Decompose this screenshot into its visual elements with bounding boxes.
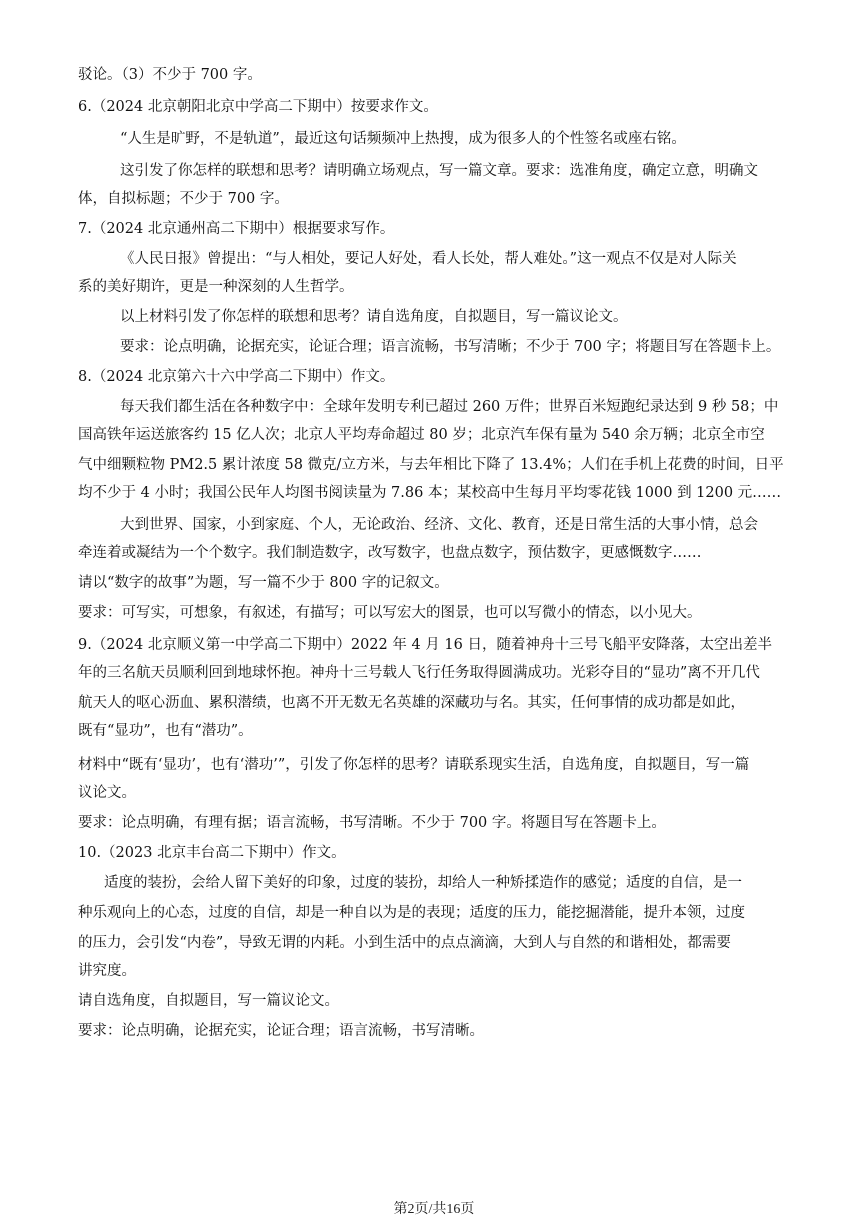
- text-line: 既有“显功”，也有“潜功”。: [78, 723, 253, 739]
- question-7-heading: 7.（2024 北京通州高二下期中）根据要求写作。: [78, 221, 395, 237]
- text-line: 国高铁年运送旅客约 15 亿人次；北京人平均寿命超过 80 岁；北京汽车保有量为 540 余万辆；北京全市空: [78, 427, 765, 443]
- text-line: 要求：论点明确，论据充实，论证合理；语言流畅，书写清晰。: [78, 1023, 484, 1039]
- text-line: 要求：论点明确，论据充实，论证合理；语言流畅，书写清晰；不少于 700 字；将题目写在答题卡上。: [120, 339, 781, 355]
- text-line: 年的三名航天员顺利回到地球怀抱。神舟十三号载人飞行任务取得圆满成功。光彩夺目的“显功”离不开几代: [78, 665, 760, 681]
- text-line: 驳论。（3）不少于 700 字。: [78, 67, 262, 83]
- question-6-heading: 6.（2024 北京朝阳北京中学高二下期中）按要求作文。: [78, 99, 438, 115]
- text-line: 议论文。: [78, 785, 136, 801]
- text-line: 的压力，会引发“内卷”，导致无谓的内耗。小到生活中的点点滴滴，大到人与自然的和谐相处，都需要: [78, 935, 731, 951]
- text-line: 适度的装扮，会给人留下美好的印象，过度的装扮，却给人一种矫揉造作的感觉；适度的自信，是一: [104, 875, 742, 891]
- text-line: 要求：论点明确，有理有据；语言流畅，书写清晰。不少于 700 字。将题目写在答题卡上。: [78, 815, 666, 831]
- text-line: 请以“数字的故事”为题，写一篇不少于 800 字的记叙文。: [78, 575, 449, 591]
- text-line: “人生是旷野，不是轨道”，最近这句话频频冲上热搜，成为很多人的个性签名或座右铭。: [120, 131, 686, 147]
- page-number-footer: 第2页/共16页: [393, 1202, 475, 1217]
- text-line: 要求：可写实，可想象，有叙述，有描写；可以写宏大的图景，也可以写微小的情态，以小见大。: [78, 605, 702, 621]
- text-line: 每天我们都生活在各种数字中：全球年发明专利已超过 260 万件；世界百米短跑纪录达到 9 秒 58；中: [120, 399, 779, 415]
- text-line: 材料中“既有‘显功’，也有‘潜功’”，引发了你怎样的思考？请联系现实生活，自选角度，自拟题目，写一篇: [78, 757, 750, 773]
- question-10-heading: 10.（2023 北京丰台高二下期中）作文。: [78, 845, 346, 861]
- text-line: 大到世界、国家，小到家庭、个人，无论政治、经济、文化、教育，还是日常生活的大事小情，总会: [120, 517, 758, 533]
- question-9-heading: 9.（2024 北京顺义第一中学高二下期中）2022 年 4 月 16 日，随着神舟十三号飞船平安降落，太空出差半: [78, 637, 772, 653]
- text-line: 气中细颗粒物 PM2.5 累计浓度 58 微克/立方米，与去年相比下降了 13.4%；人们在手机上花费的时间，日平: [78, 457, 784, 473]
- text-line: 均不少于 4 小时；我国公民年人均图书阅读量为 7.86 本；某校高中生每月平均零花钱 1000 到 1200 元……: [78, 485, 782, 501]
- text-line: 体，自拟标题；不少于 700 字。: [78, 191, 289, 207]
- question-8-heading: 8.（2024 北京第六十六中学高二下期中）作文。: [78, 369, 395, 385]
- text-line: 以上材料引发了你怎样的联想和思考？请自选角度，自拟题目，写一篇议论文。: [120, 309, 628, 325]
- text-line: 种乐观向上的心态，过度的自信，却是一种自以为是的表现；适度的压力，能挖掘潜能，提升本领，过度: [78, 905, 745, 921]
- text-line: 《人民日报》曾提出：“与人相处，要记人好处，看人长处，帮人难处。”这一观点不仅是对人际关: [120, 251, 737, 267]
- text-line: 讲究度。: [78, 963, 136, 979]
- text-line: 航天人的呕心沥血、累积潜绩，也离不开无数无名英雄的深藏功与名。其实，任何事情的成功都是如此，: [78, 695, 745, 711]
- text-line: 牵连着或凝结为一个个数字。我们制造数字，改写数字，也盘点数字，预估数字，更感慨数字……: [78, 545, 702, 561]
- text-line: 这引发了你怎样的联想和思考？请明确立场观点，写一篇文章。要求：选准角度，确定立意，明确文: [120, 163, 758, 179]
- text-line: 请自选角度，自拟题目，写一篇议论文。: [78, 993, 339, 1009]
- text-line: 系的美好期许，更是一种深刻的人生哲学。: [78, 279, 354, 295]
